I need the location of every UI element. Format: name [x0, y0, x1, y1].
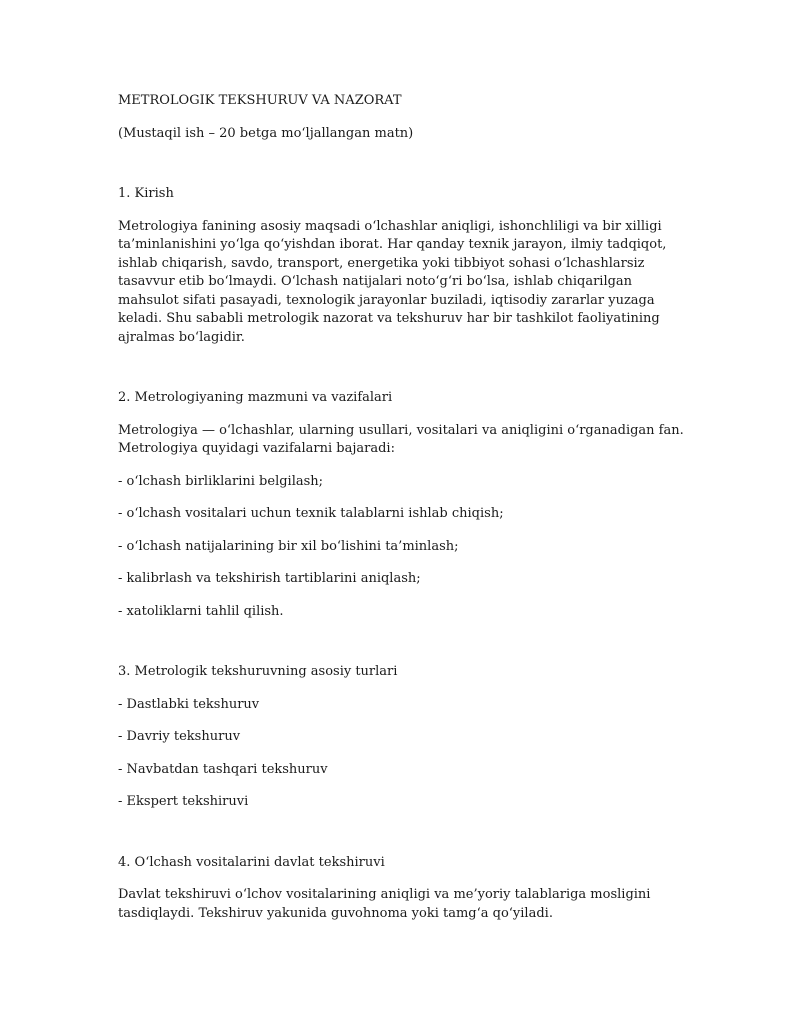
section-heading: 4. O‘lchash vositalarini davlat tekshiruvi [118, 854, 385, 870]
section-heading: 1. Kirish [118, 186, 174, 201]
section-intro: Metrologiya — o‘lchashlar, ularning usullari, vositalari va aniqligini o‘rganadigan fan. Metrologiya quyidagi vazifalarni bajaradi: [118, 422, 684, 456]
list-item: - o‘lchash birliklarini belgilash; [118, 473, 324, 489]
list-item: - Navbatdan tashqari tekshuruv [118, 761, 328, 777]
list-item: - kalibrlash va tekshirish tartiblarini aniqlash; [118, 571, 421, 586]
section-heading: 2. Metrologiyaning mazmuni va vazifalari [118, 390, 393, 405]
section-paragraph: Metrologiya fanining asosiy maqsadi o‘lchashlar aniqligi, ishonchliligi va bir xilligi ta’minlanishini yo‘lga qo‘yishdan iborat. Har qanday texnik jarayon, ilmiy tadqiqot, ishlab chiqarish, savdo, transport, energetika yoki tibbiyot sohasi o‘lchashlarsiz tasavvur etib bo‘lmaydi. O‘lchash natijalari noto‘g‘ri bo‘lsa, ishlab chiqarilgan mahsulot sifati pasayadi, texnologik jarayonlar buziladi, iqtisodiy zararlar yuzaga keladi. Shu sababli metrologik nazorat va tekshuruv har bir tashkilot faoliyatining ajralmas bo‘lagidir. [118, 218, 667, 345]
spacer [118, 826, 688, 854]
spacer [118, 157, 688, 185]
section-paragraph: Davlat tekshiruvi o‘lchov vositalarining aniqligi va me’yoriy talablariga mosligini tasdiqlaydi. Tekshiruv yakunida guvohnoma yoki tamg‘a qo‘yiladi. [118, 887, 651, 921]
document-page [118, 92, 688, 937]
spacer [118, 635, 688, 663]
list-item: - Dastlabki tekshuruv [118, 696, 260, 712]
section-heading: 3. Metrologik tekshuruvning asosiy turlari [118, 664, 398, 679]
list-item: - xatoliklarni tahlil qilish. [118, 603, 284, 619]
list-item: - o‘lchash vositalari uchun texnik talablarni ishlab chiqish; [118, 506, 504, 521]
list-item: - Davriy tekshuruv [118, 729, 241, 744]
document-subtitle: (Mustaqil ish – 20 betga mo‘ljallangan matn) [118, 125, 414, 141]
spacer [118, 361, 688, 389]
document-title: METROLOGIK TEKSHURUV VA NAZORAT [118, 93, 402, 108]
list-item: - Ekspert tekshiruvi [118, 794, 249, 809]
list-item: - o‘lchash natijalarining bir xil bo‘lishini ta’minlash; [118, 538, 459, 554]
